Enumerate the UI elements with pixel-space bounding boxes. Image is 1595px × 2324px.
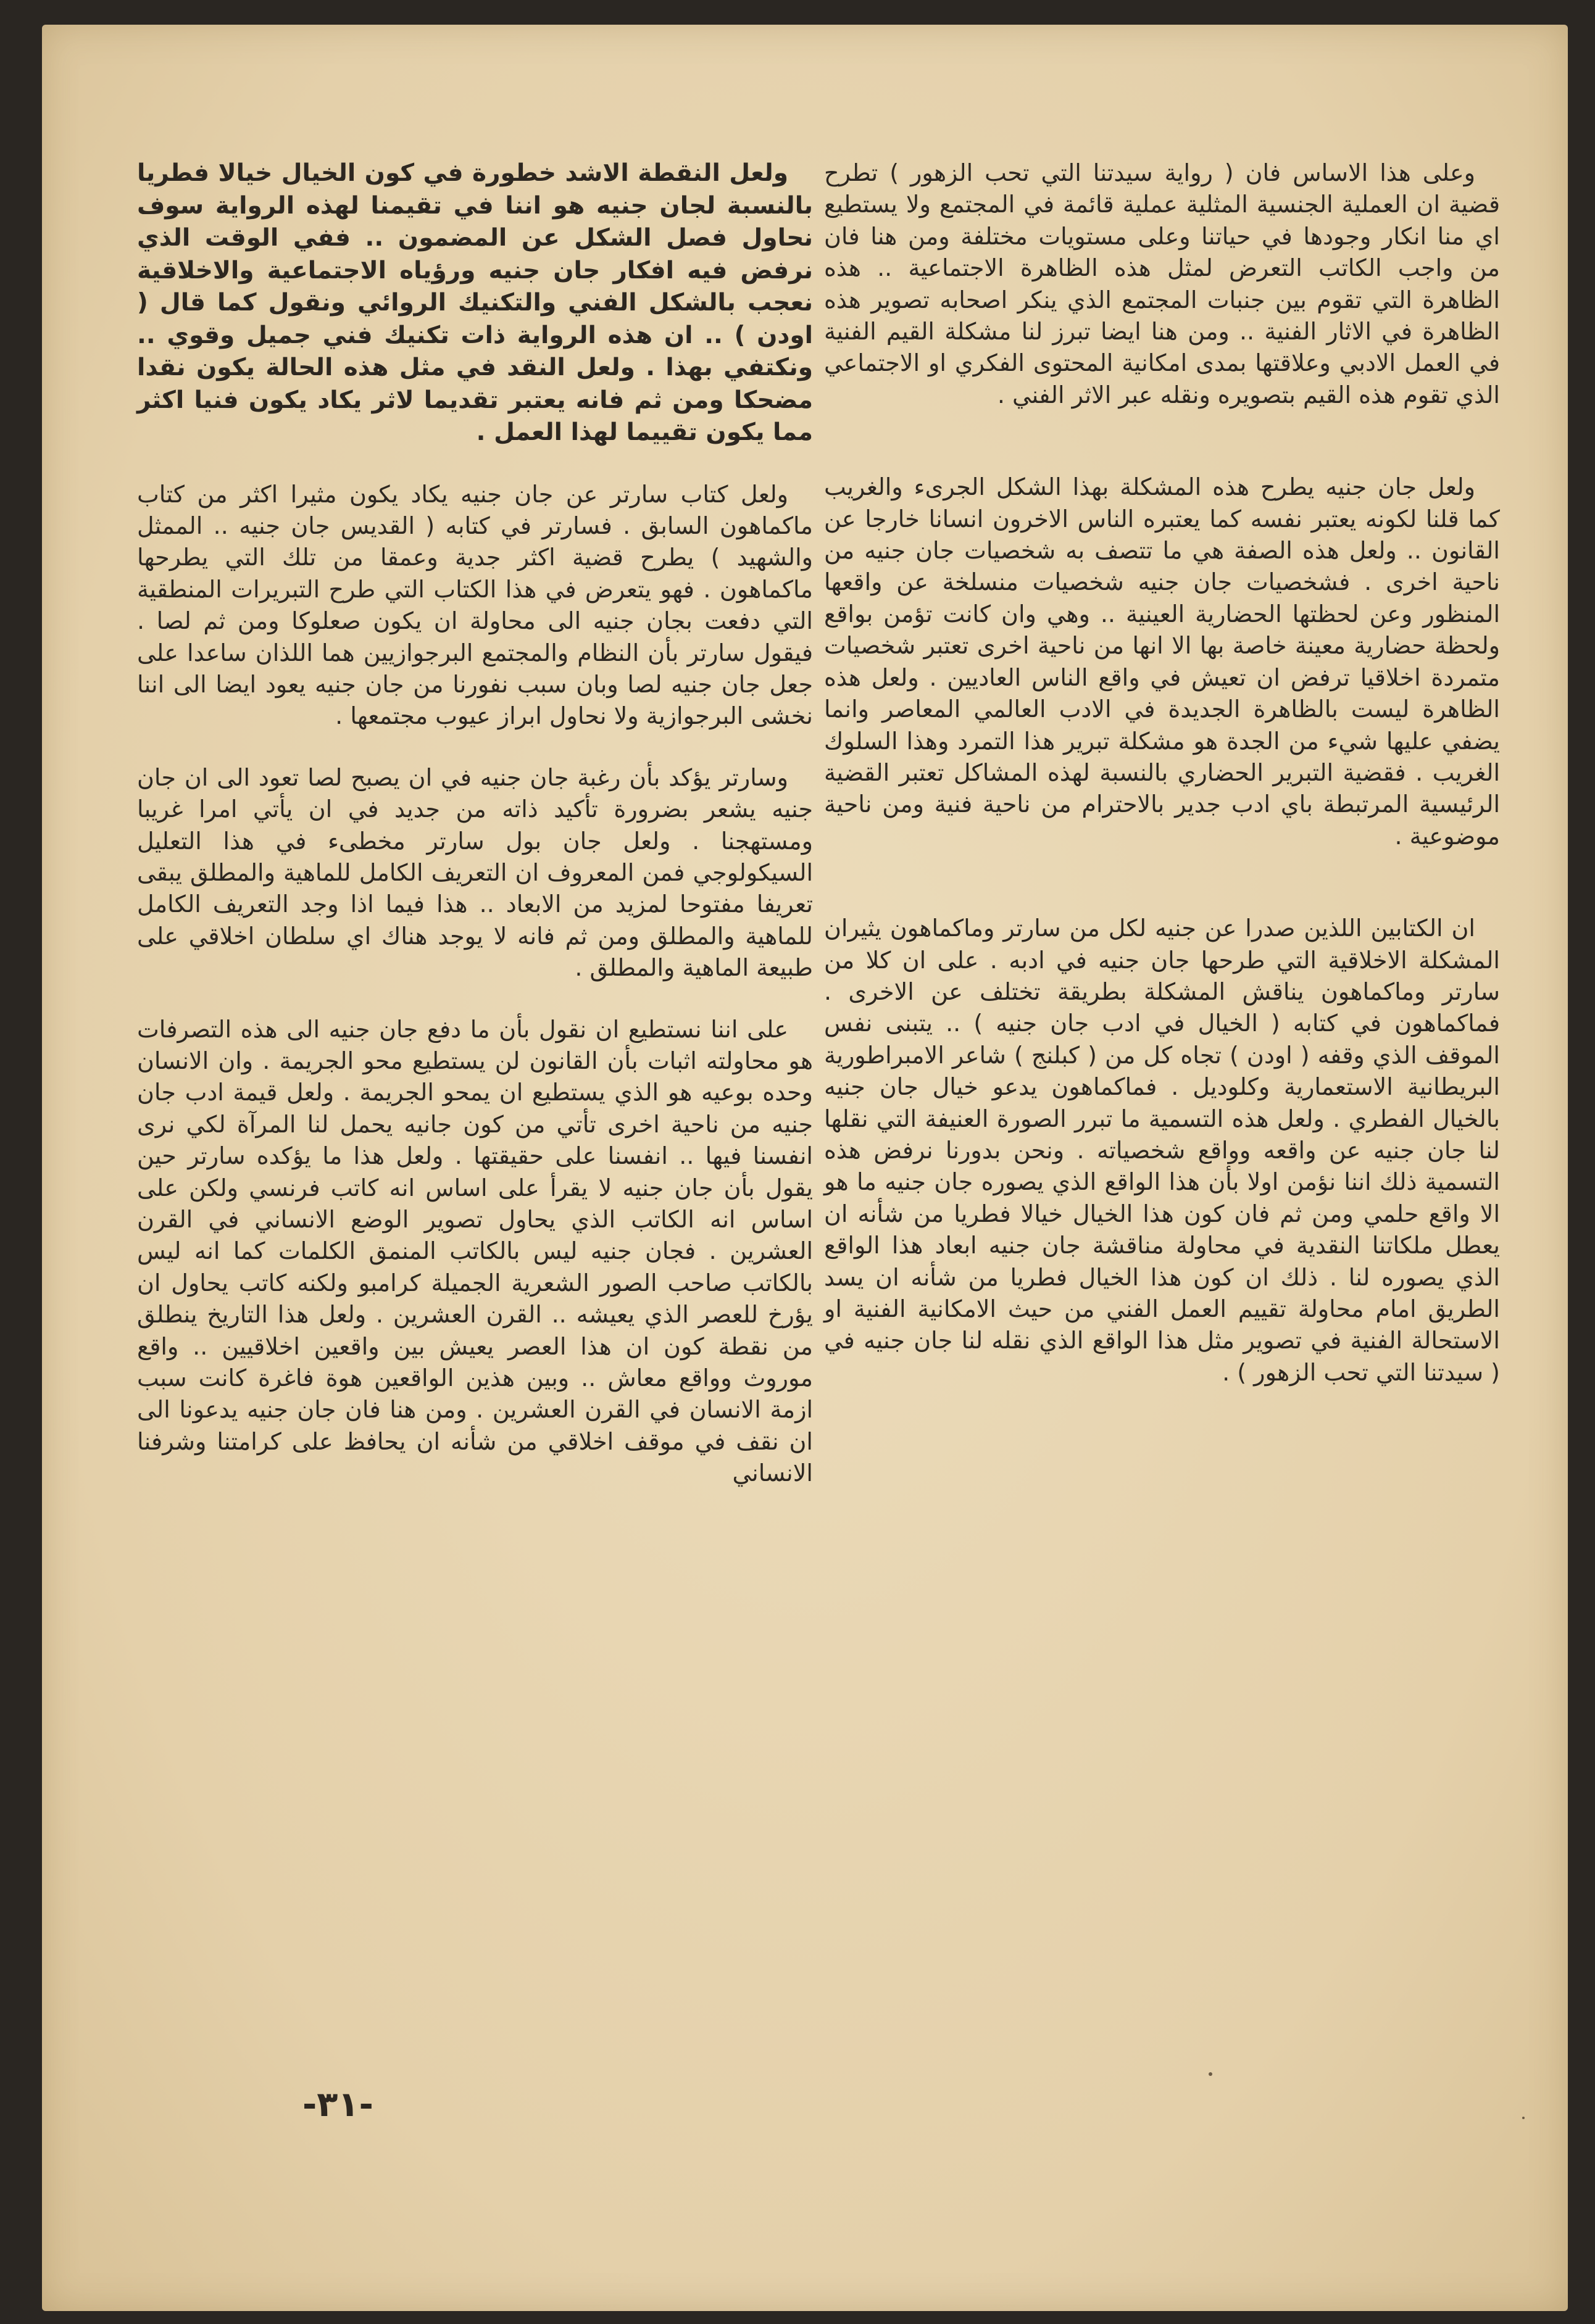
paragraph: ولعل كتاب سارتر عن جان جنيه يكاد يكون مثيرا اكثر من كتاب ماكماهون السابق . فسارتر في كتابه ( القديس جان جنيه .. الممثل والشهيد ) يطرح قضية اكثر جدية وعمقا من تلك التي يطرحها ماكماهون . فهو يتعرض في هذا الكتاب التي طرح التبريرات المنطقية التي دفعت بجان جنيه الى محاولة ان يكون صعلوكا ومن ثم لصا . فيقول سارتر بأن النظام والمجتمع البرجوازيين هما اللذان ساعدا على جعل جان جنيه لصا وبان سبب نفورنا من جان جنيه يعود ايضا الى اننا نخشى البرجوازية ولا نحاول ابراز عيوب مجتمعها . — [137, 480, 813, 730]
bold-paragraph: ولعل النقطة الاشد خطورة في كون الخيال خيالا فطريا بالنسبة لجان جنيه هو اننا في تقيمنا لهذه الرواية سوف نحاول فصل الشكل عن المضمون .. ففي الوقت الذي نرفض فيه افكار جان جنيه ورؤياه الاجتماعية والاخلاقية نعجب بالشكل الفني والتكنيك الروائي ونقول كما قال ( اودن ) .. ان هذه الرواية ذات تكنيك فني جميل وقوي .. ونكتفي بهذا . ولعل النقد في مثل هذه الحالة يكون نقدا مضحكا ومن ثم فانه يعتبر تقديما لاثر يكاد يكون فنيا اكثر مما يكون تقييما لهذا العمل . — [137, 159, 813, 446]
paragraph: وعلى هذا الاساس فان ( رواية سيدتنا التي تحب الزهور ) تطرح قضية ان العملية الجنسية المثلية عملية قائمة في المجتمع ولا يستطيع اي منا انكار وجودها في حياتنا وعلى مستويات مختلفة ومن هنا فان من واجب الكاتب التعرض لمثل هذه الظاهرة الاجتماعية .. هذه الظاهرة التي تقوم بين جنبات المجتمع الذي ينكر اصحابه تصوير هذه الظاهرة في الاثار الفنية .. ومن هنا ايضا تبرز لنا مشكلة القيم الفنية في العمل الادبي وعلاقتها بمدى امكانية المحتوى الفكري او الاجتماعي الذي تقوم هذه القيم بتصويره ونقله عبر الاثر الفني . — [824, 159, 1500, 409]
right-column — [824, 157, 1500, 1388]
paragraph: على اننا نستطيع ان نقول بأن ما دفع جان جنيه الى هذه التصرفات هو محاولته اثبات بأن القانون لن يستطيع محو الجريمة . وان الانسان وحده بوعيه هو الذي يستطيع ان يمحو الجريمة . ولعل قيمة ادب جان جنيه من ناحية اخرى تأتي من كون جانيه يحمل لنا المرآة لكي نرى انفسنا فيها .. انفسنا على حقيقتها . ولعل هذا ما يؤكده سارتر حين يقول بأن جان جنيه لا يقرأ على اساس انه كاتب فرنسي ولكن على اساس انه الكاتب الذي يحاول تصوير الوضع الانساني في القرن العشرين . فجان جنيه ليس بالكاتب المنمق الكلمات كما انه ليس بالكاتب صاحب الصور الشعرية الجميلة كرامبو ولكنه كاتب يحاول ان يؤرخ للعصر الذي يعيشه .. القرن العشرين . ولعل هذا التاريخ ينطلق من نقطة كون ان هذا العصر يعيش بين واقعين اخلاقيين .. واقع موروث وواقع معاش .. وبين هذين الواقعين هوة فاغرة كانت سبب ازمة الانسان في القرن العشرين . ومن هنا فان جان جنيه يدعونا الى ان نقف في موقف اخلاقي من شأنه ان يحافظ على كرامتنا وشرفنا الانساني — [137, 1015, 813, 1487]
paragraph: ولعل جان جنيه يطرح هذه المشكلة بهذا الشكل الجرىء والغريب كما قلنا لكونه يعتبر نفسه كما يعتبره الناس الاخرون انسانا خارجا عن القانون .. ولعل هذه الصفة هي ما تتصف به شخصيات جان جنيه من ناحية اخرى . فشخصيات جان جنيه شخصيات منسلخة عن واقعها المنظور وعن لحظتها الحضارية العينية .. وهي وان كانت تؤمن بواقع ولحظة حضارية معينة خاصة بها الا انها من ناحية اخرى تعتبر شخصيات متمردة اخلاقيا ترفض ان تعيش في واقع الناس العاديين . ولعل هذه الظاهرة ليست بالظاهرة الجديدة في الادب العالمي المعاصر وانما يضفي عليها شيء من الجدة هو مشكلة تبرير هذا التمرد وهذا السلوك الغريب . فقضية التبرير الحضاري بالنسبة لهذه المشاكل تعتبر القضية الرئيسية المرتبطة باي ادب جدير بالاحترام من ناحية فنية ومن ناحية موضوعية . — [824, 473, 1500, 850]
paragraph: ان الكتابين اللذين صدرا عن جنيه لكل من سارتر وماكماهون يثيران المشكلة الاخلاقية التي طرحها جان جنيه في ادبه . على ان كلا من سارتر وماكماهون يناقش المشكلة بطريقة تختلف عن الاخرى . فماكماهون في كتابه ( الخيال في ادب جان جنيه ) .. يتبنى نفس الموقف الذي وقفه ( اودن ) تجاه كل من ( كبلنج ) شاعر الامبراطورية البريطانية الاستعمارية وكلوديل . فماكماهون يدعو خيال جان جنيه بالخيال الفطري . ولعل هذه التسمية ما تبرر الصورة العنيفة التي نقلها لنا جان جنيه عن واقعه وواقع شخصياته . ونحن بدورنا نرفض هذه التسمية ذلك اننا نؤمن اولا بأن هذا الواقع الذي يصوره جان جنيه ما هو الا واقع حلمي ومن ثم فان كون هذا الخيال خيالا فطريا من شأنه ان يعطل ملكاتنا النقدية في محاولة مناقشة جان جنيه ابعاد هذا الواقع الذي يصوره لنا . ذلك ان كون هذا الخيال فطريا من شأنه ان يسد الطريق امام محاولة تقييم العمل الفني من حيث الامكانية الفنية او الاستحالة الفنية في تصوير مثل هذا الواقع الذي نقله لنا جان جنيه في ( سيدتنا التي تحب الزهور ) . — [824, 915, 1500, 1386]
paragraph: وسارتر يؤكد بأن رغبة جان جنيه في ان يصبح لصا تعود الى ان جان جنيه يشعر بضرورة تأكيد ذاته من جديد في ان يأتي امرا غريبا ومستهجنا . ولعل جان بول سارتر مخطىء في هذا التعليل السيكولوجي فمن المعروف ان التعريف الكامل للماهية والمطلق يبقى تعريفا مفتوحا لمزيد من الابعاد .. هذا فيما اذا وجد التعريف الكامل للماهية والمطلق ومن ثم فانه لا يوجد هناك اي سلطان اخلاقي على طبيعة الماهية والمطلق . — [137, 763, 813, 982]
ink-speck — [1209, 2072, 1212, 2076]
ink-speck — [1522, 2117, 1525, 2119]
page-number: -٣١- — [302, 2085, 373, 2125]
left-column — [137, 157, 813, 1490]
